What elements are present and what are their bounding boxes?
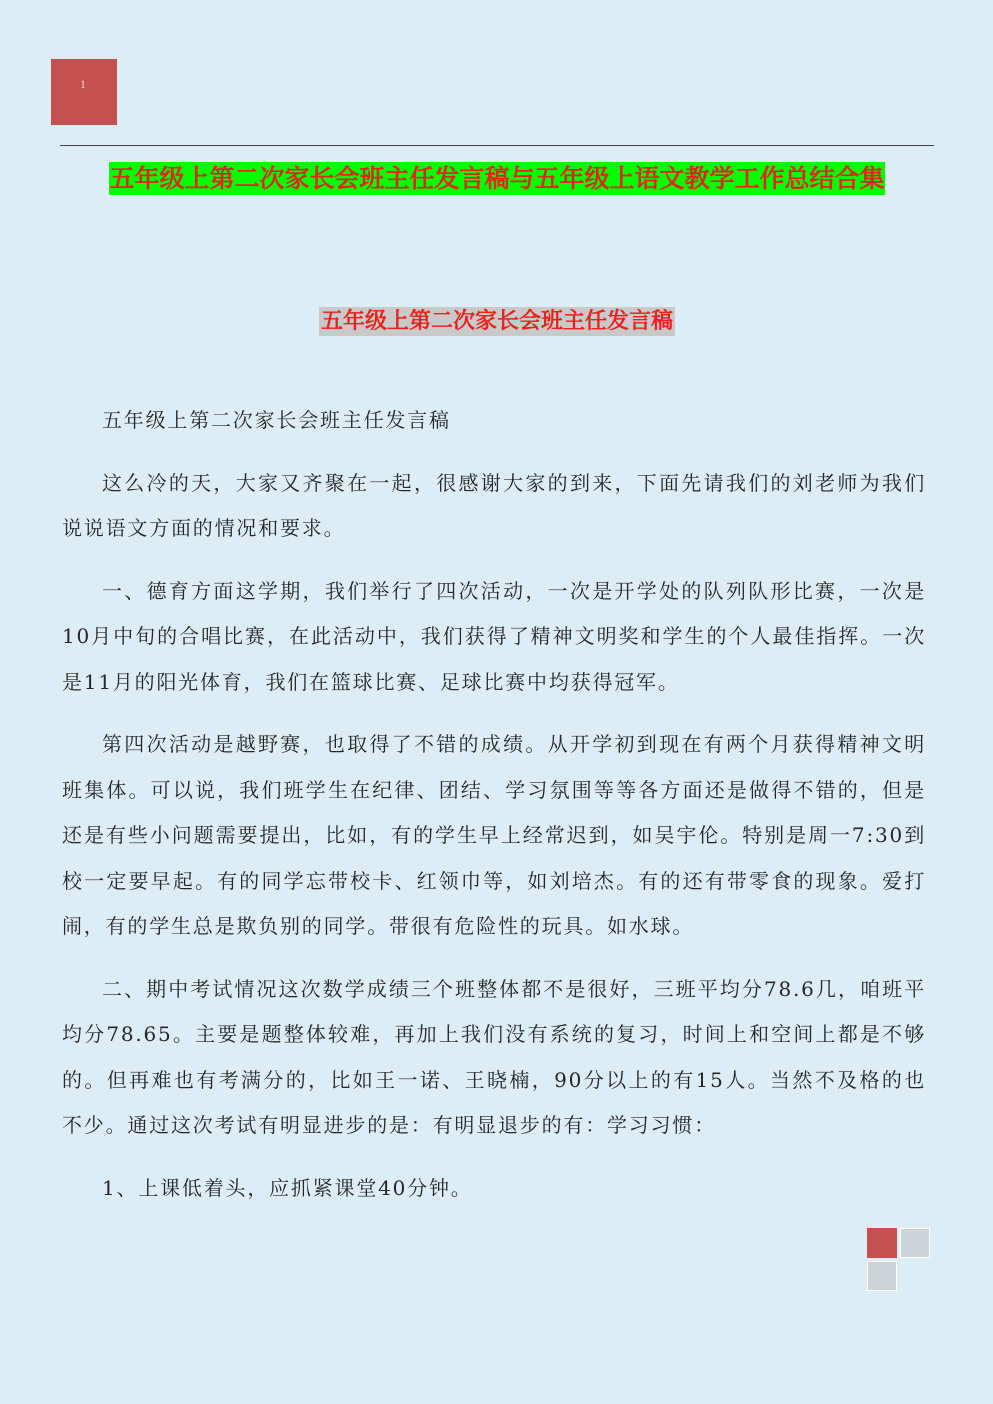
paragraph: 一、德育方面这学期，我们举行了四次活动，一次是开学处的队列队形比赛，一次是10月中旬的合唱比赛，在此活动中，我们获得了精神文明奖和学生的个人最佳指挥。一次是11月的阳光体育，我们在篮球比赛、足球比赛中均获得冠军。 [62, 578, 926, 694]
page-number: 1 [80, 77, 86, 91]
decor-tile-red [867, 1228, 897, 1258]
document-title-text: 五年级上第二次家长会班主任发言稿与五年级上语文教学工作总结合集 [109, 164, 885, 193]
section-heading-text: 五年级上第二次家长会班主任发言稿 [320, 309, 673, 334]
paragraph: 五年级上第二次家长会班主任发言稿 [102, 408, 451, 432]
paragraph: 二、期中考试情况这次数学成绩三个班整体都不是很好，三班平均分78.6几，咱班平均分78.65。主要是题整体较难，再加上我们没有系统的复习，时间上和空间上都是不够的。但再难也有考满分的，比如王一诺、王晓楠，90分以上的有15人。当然不及格的也不少。通过这次考试有明显进步的是：有明显退步的有：学习习惯： [62, 976, 926, 1137]
document-body [62, 398, 926, 1228]
page-number-badge [51, 59, 117, 125]
header-divider [60, 145, 934, 146]
decor-tile-grey [867, 1261, 897, 1291]
decor-tile-grey [900, 1228, 930, 1258]
corner-decoration [867, 1228, 933, 1294]
document-title [62, 162, 932, 196]
paragraph: 第四次活动是越野赛，也取得了不错的成绩。从开学初到现在有两个月获得精神文明班集体。可以说，我们班学生在纪律、团结、学习氛围等等各方面还是做得不错的，但是还是有些小问题需要提出，比如，有的学生早上经常迟到，如吴宇伦。特别是周一7:30到校一定要早起。有的同学忘带校卡、红领巾等，如刘培杰。有的还有带零食的现象。爱打闹，有的学生总是欺负别的同学。带很有危险性的玩具。如水球。 [62, 732, 926, 938]
paragraph: 这么冷的天，大家又齐聚在一起，很感谢大家的到来，下面先请我们的刘老师为我们说说语文方面的情况和要求。 [62, 470, 926, 540]
paragraph: 1、上课低着头，应抓紧课堂40分钟。 [102, 1175, 473, 1200]
section-heading [62, 304, 932, 340]
